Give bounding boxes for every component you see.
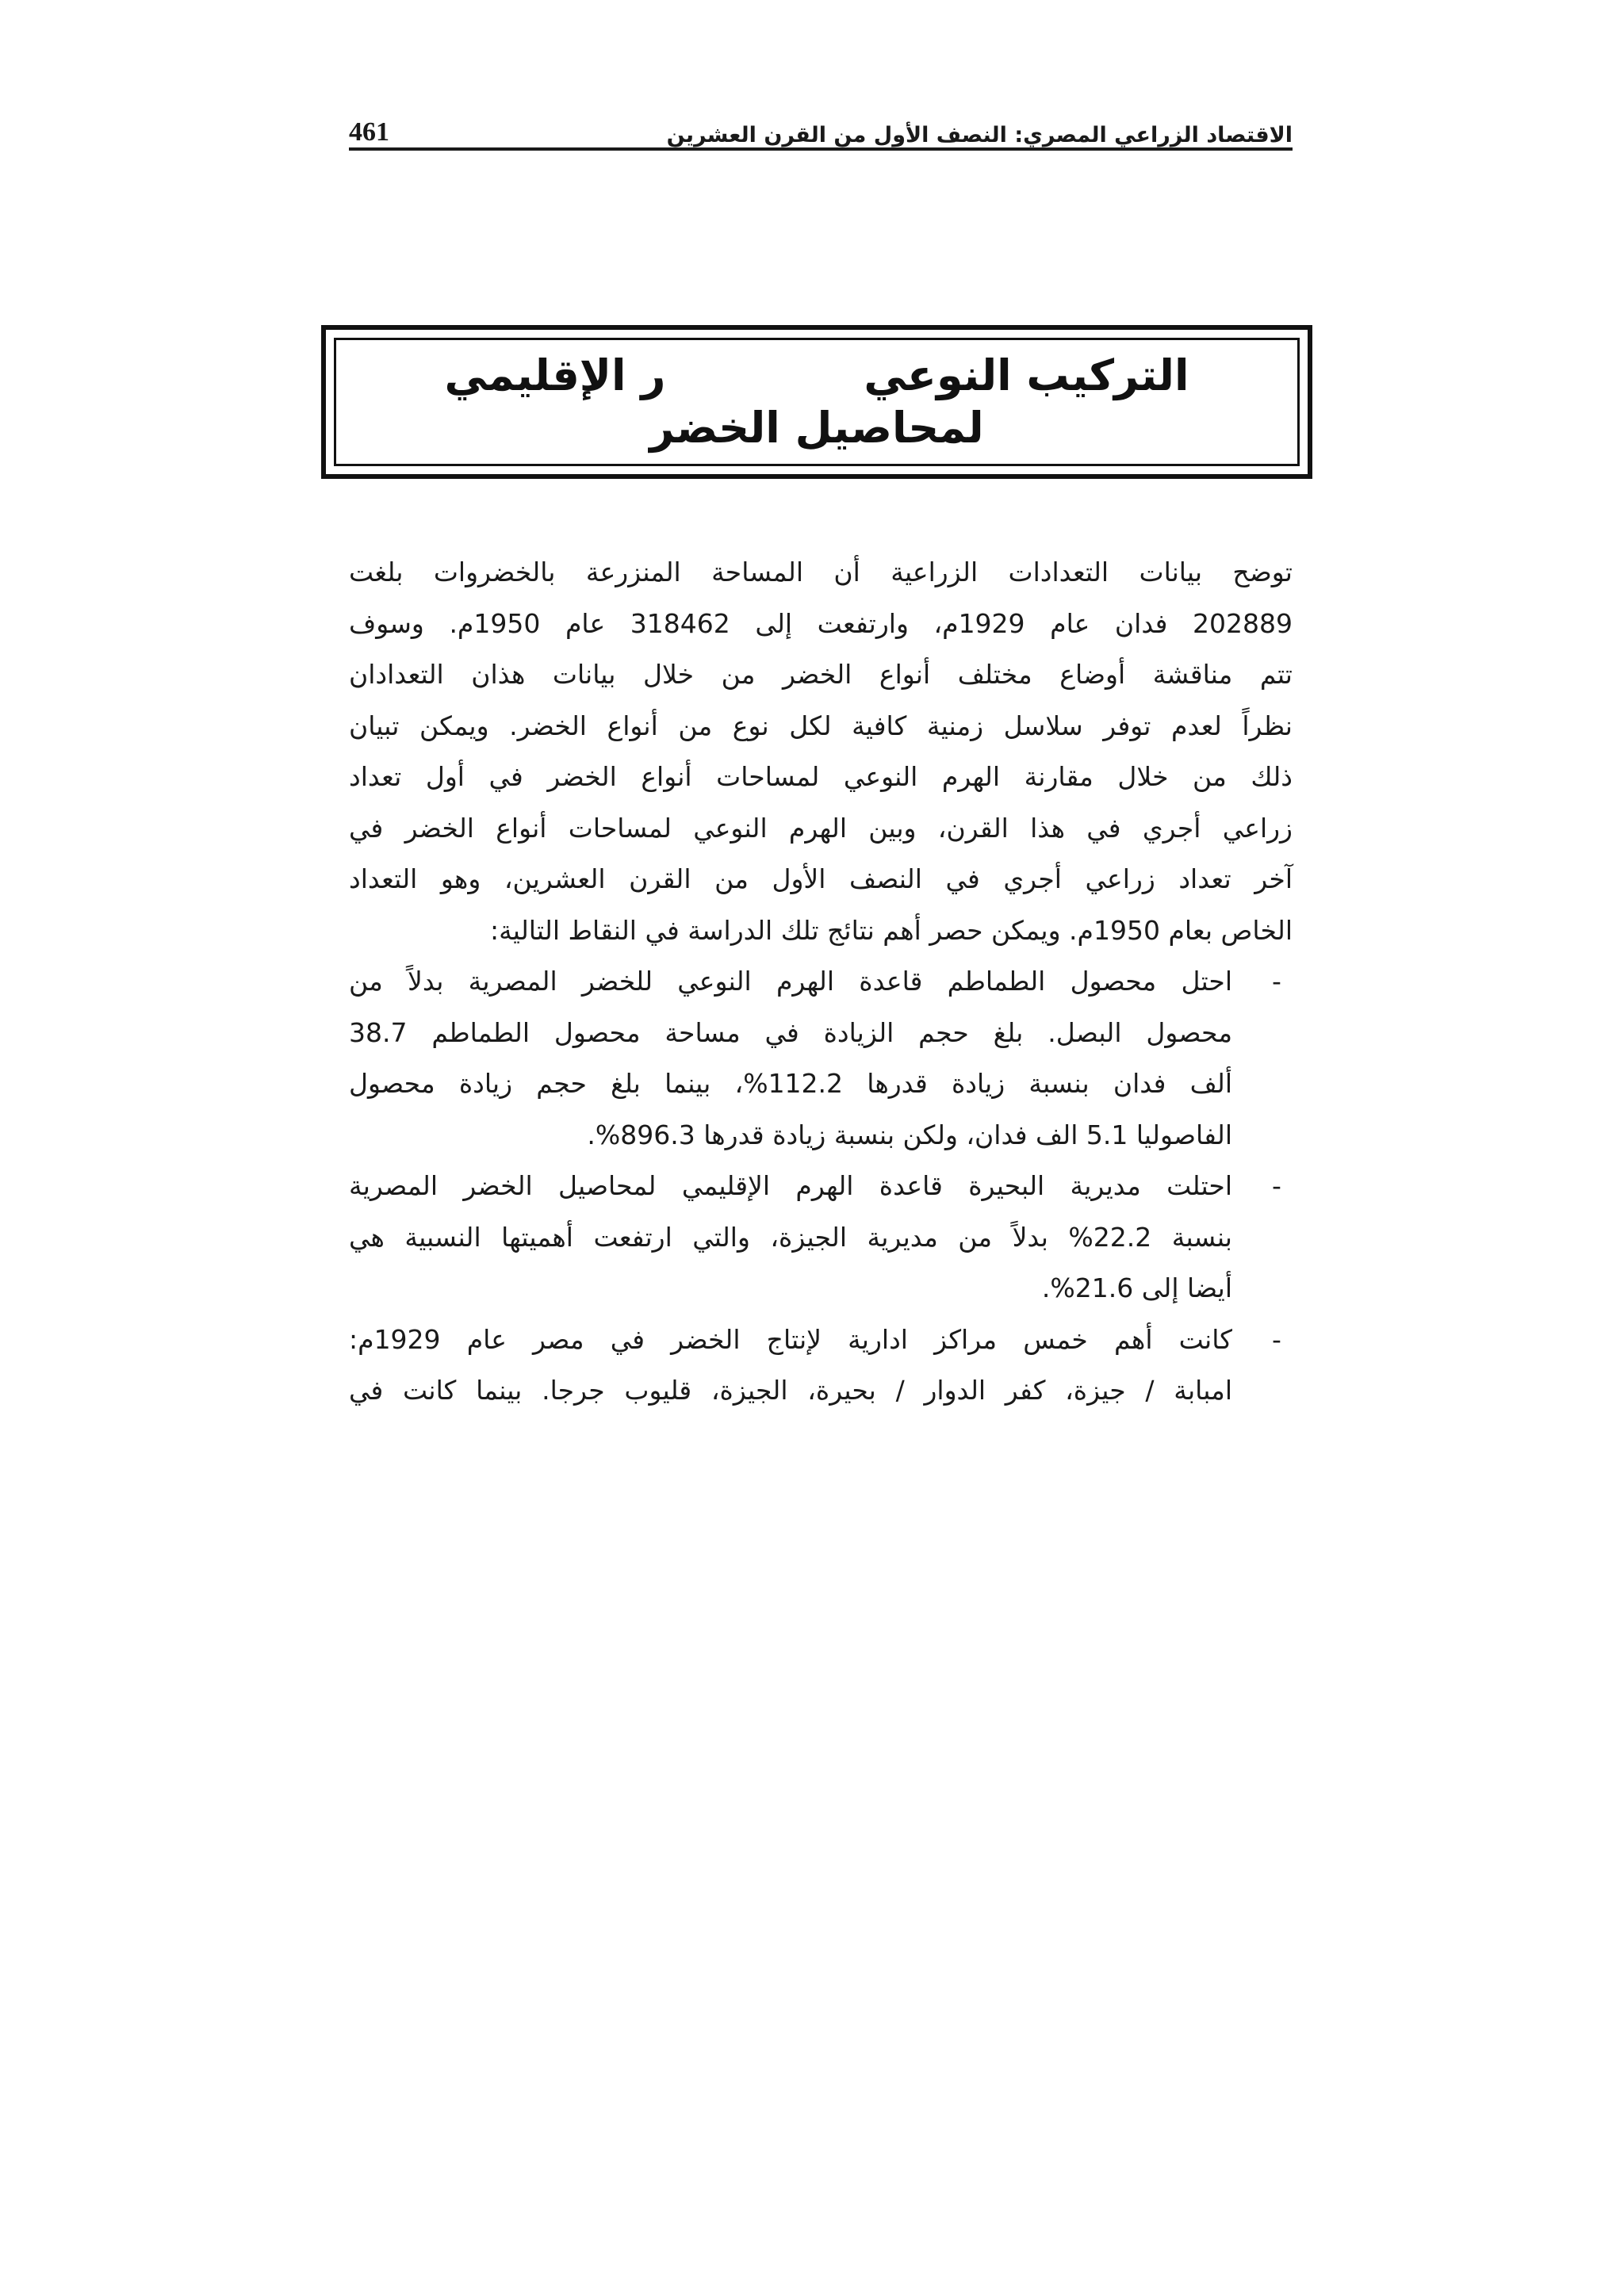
paragraph-line: توضح بيانات التعدادات الزراعية أن المساحة المنزرعة بالخضروات بلغت [349, 557, 1293, 587]
bullet-item [349, 1161, 1293, 1314]
bullet-item [349, 956, 1293, 1161]
bullet-dash: - [1272, 1170, 1281, 1201]
paragraph-line: الخاص بعام 1950م. ويمكن حصر أهم نتائج تلك الدراسة في النقاط التالية: [489, 914, 1293, 946]
section-title-line1 [445, 348, 1189, 404]
bullet-line: محصول البصل. بلغ حجم الزيادة في مساحة محصول الطماطم 38.7 [349, 1016, 1232, 1048]
bullet-line: ألف فدان بنسبة زيادة قدرها 112.2%، بينما بلغ حجم زيادة محصول [349, 1068, 1233, 1099]
header-rule [349, 147, 1293, 151]
paragraph-line: نظراً لعدم توفر سلاسل زمنية كافية لكل نوع من أنواع الخضر. ويمكن تبيان [349, 710, 1293, 741]
bullet-dash: - [1272, 966, 1281, 997]
bullet-line: امبابة / جيزة، كفر الدوار / بحيرة، الجيزة، قليوب جرجا. بينما كانت في [349, 1375, 1232, 1406]
page-number: 461 [349, 117, 389, 147]
paragraph-line: زراعي أجري في هذا القرن، وبين الهرم النوعي لمساحات أنواع الخضر في [349, 812, 1293, 844]
bullet-line: احتل محصول الطماطم قاعدة الهرم النوعي للخضر المصرية بدلاً من [349, 966, 1232, 997]
bullet-line: كانت أهم خمس مراكز ادارية لإنتاج الخضر في مصر عام 1929م: [349, 1323, 1232, 1355]
paragraph-line: آخر تعداد زراعي أجري في النصف الأول من القرن العشرين، وهو التعداد [349, 863, 1293, 894]
paragraph-line: ذلك من خلال مقارنة الهرم النوعي لمساحات أنواع الخضر في أول تعداد [349, 761, 1293, 792]
section-title-box [321, 325, 1312, 479]
bullet-line: أيضا إلى 21.6%. [1041, 1272, 1232, 1303]
paragraph-line: 202889 فدان عام 1929م، وارتفعت إلى 318462 عام 1950م. وسوف [349, 607, 1293, 639]
section-title-part1: التركيب النوعي [864, 350, 1189, 400]
bullet-line: الفاصوليا 5.1 الف فدان، ولكن بنسبة زيادة قدرها 896.3%. [587, 1119, 1232, 1150]
bullet-item [349, 1314, 1293, 1417]
body-text [349, 547, 1293, 1417]
bullet-line: احتلت مديرية البحيرة قاعدة الهرم الإقليمي لمحاصيل الخضر المصرية [349, 1170, 1232, 1201]
paragraph-line: تتم مناقشة أوضاع مختلف أنواع الخضر من خلال بيانات هذان التعدادان [349, 659, 1293, 690]
running-title: الاقتصاد الزراعي المصري: النصف الأول من القرن العشرين [666, 123, 1293, 147]
bullet-dash: - [1272, 1323, 1281, 1355]
section-title-inner-frame [334, 338, 1300, 466]
running-header [349, 100, 1293, 147]
bullet-line: بنسبة 22.2% بدلاً من مديرية الجيزة، والتي ارتفعت أهميتها النسبية هي [349, 1221, 1232, 1253]
section-title-part2: ر الإقليمي [444, 350, 666, 400]
section-title-line2: لمحاصيل الخضر [649, 403, 984, 453]
intro-paragraph [349, 547, 1293, 956]
